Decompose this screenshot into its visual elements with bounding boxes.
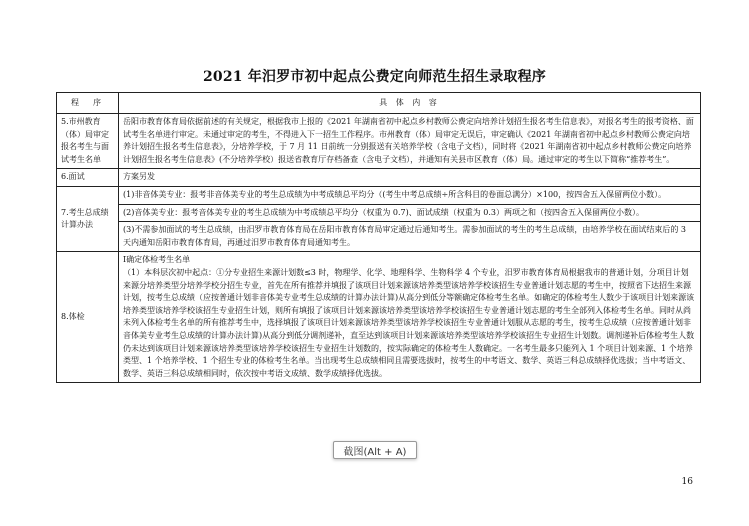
step-content bbox=[119, 186, 701, 204]
content-paragraph: (2)音体美专业：报考音体美专业的考生总成绩为中考成绩总平均分（权重为 0.7)、面试成绩（权重为 0.3）两项之和（按四舍五入保留两位小数）。 bbox=[123, 207, 644, 217]
content-subheading: Ⅰ确定体检考生名单 bbox=[123, 255, 191, 265]
table-row bbox=[57, 114, 701, 169]
table-header-row bbox=[57, 93, 701, 114]
table-row bbox=[57, 186, 701, 204]
step-label: 5.市州教育（体）局审定报名考生与面试考生名单 bbox=[57, 114, 119, 169]
step-label: 6.面试 bbox=[57, 169, 119, 187]
document-title: 2021 年汨罗市初中起点公费定向师范生招生录取程序 bbox=[202, 69, 547, 85]
table-row bbox=[57, 252, 701, 383]
header-step: 程 序 bbox=[57, 93, 119, 114]
screenshot-button[interactable]: 截图(Alt + A) bbox=[333, 441, 417, 459]
table-row bbox=[57, 204, 701, 222]
step-label: 8.体检 bbox=[57, 252, 119, 383]
page-number: 16 bbox=[681, 477, 693, 487]
content-paragraph: 方案另发 bbox=[123, 172, 155, 182]
step-content bbox=[119, 114, 701, 169]
content-paragraph: （1）本科层次初中起点：①分专业招生来源计划数≤3 时，物理学、化学、地理科学、生物科学 4 个专业，汨罗市教育体育局根据我市的普通计划，分项目计划来源分培养类型分培养学校分招生专业，首先在所有推荐并填报了该项目计划来源该培养类型该培养学校该招生专业普通计划志愿的考生中，按照省下达招生来源计划，按考生总成绩（应按普通计划非音体美专业考生总成绩的计算办法计算)从高分到低分等额确定体检考生名单。如确定的体检考生人数少于该项目计划来源该培养类型该培养学校该招生专业招生计划，则所有填报了该项目计划来源该培养类型该培养学校该招生专业普通计划志愿的考生全部列入体检考生名单。同时从尚未列入体检考生名单的所有推荐考生中，选择填报了该项目计划来源该培养类型该培养学校该招生专业普通计划服从志愿的考生，按考生总成绩（应按普通计划非音体美专业考生总成绩的计算办法计算)从高分到低分调剂递补，直至达到该项目计划来源该培养类型该培养学校该招生专业招生计划数。调剂递补后体检考生人数仍未达到该项目计划来源该培养类型该培养学校该招生专业招生计划数的，按实际确定的体检考生人数确定。一名考生最多只能列入 1 个项目计划来源、1 个培养类型、1 个培养学校、1 个招生专业的体检考生名单。当出现考生总成绩相同且需要选拔时，按考生的中考语文、数学、英语三科总成绩择优选拔；当中考语文、数学、英语三科总成绩相同时，依次按中考语文成绩、数学成绩择优选拔。 bbox=[123, 267, 695, 378]
content-paragraph: (1)非音体美专业：报考非音体美专业的考生总成绩为中考成绩总平均分（(考生中考总成绩÷所含科目的卷面总满分）×100，按四舍五入保留两位小数）。 bbox=[123, 189, 667, 199]
table-row bbox=[57, 169, 701, 187]
step-content bbox=[119, 204, 701, 222]
table-row bbox=[57, 222, 701, 252]
content-paragraph: 岳阳市教育体育局依据前述的有关规定，根据我市上报的《2021 年湖南省初中起点乡村教师公费定向培养计划招生报名考生信息表》，对报名考生的报考资格、面试考生名单进行审定。未通过审定的考生，不得进入下一招生工作程序。市州教育（体）局审定无误后，审定确认《2021 年湖南省初中起点乡村教师公费定向培养计划招生报名考生信息表》，分培养学校，于 7 月 11 日前统一分别报送有关培养学校（含电子文档），同时将《2021 年湖南省初中起点乡村教师公费定向培养计划招生报名考生信息表》(不分培养学校）报送省教育厅存档备查（含电子文档），并通知有关县市区教育（体）局。通过审定的考生以下简称“推荐考生”。 bbox=[123, 117, 694, 164]
procedure-table bbox=[56, 92, 701, 383]
step-content bbox=[119, 169, 701, 187]
content-paragraph: (3)不需参加面试的考生总成绩，由汨罗市教育体育局在岳阳市教育体育局审定通过后通知考生。需参加面试的考生的考生总成绩，由培养学校在面试结束后的 3 天内通知岳阳市教育体育局，再通过汨罗市教育体育局通知考生。 bbox=[123, 225, 686, 247]
step-content bbox=[119, 252, 701, 383]
step-content bbox=[119, 222, 701, 252]
header-content: 具 体 内 容 bbox=[119, 93, 701, 114]
step-label: 7.考生总成绩计算办法 bbox=[57, 186, 119, 251]
